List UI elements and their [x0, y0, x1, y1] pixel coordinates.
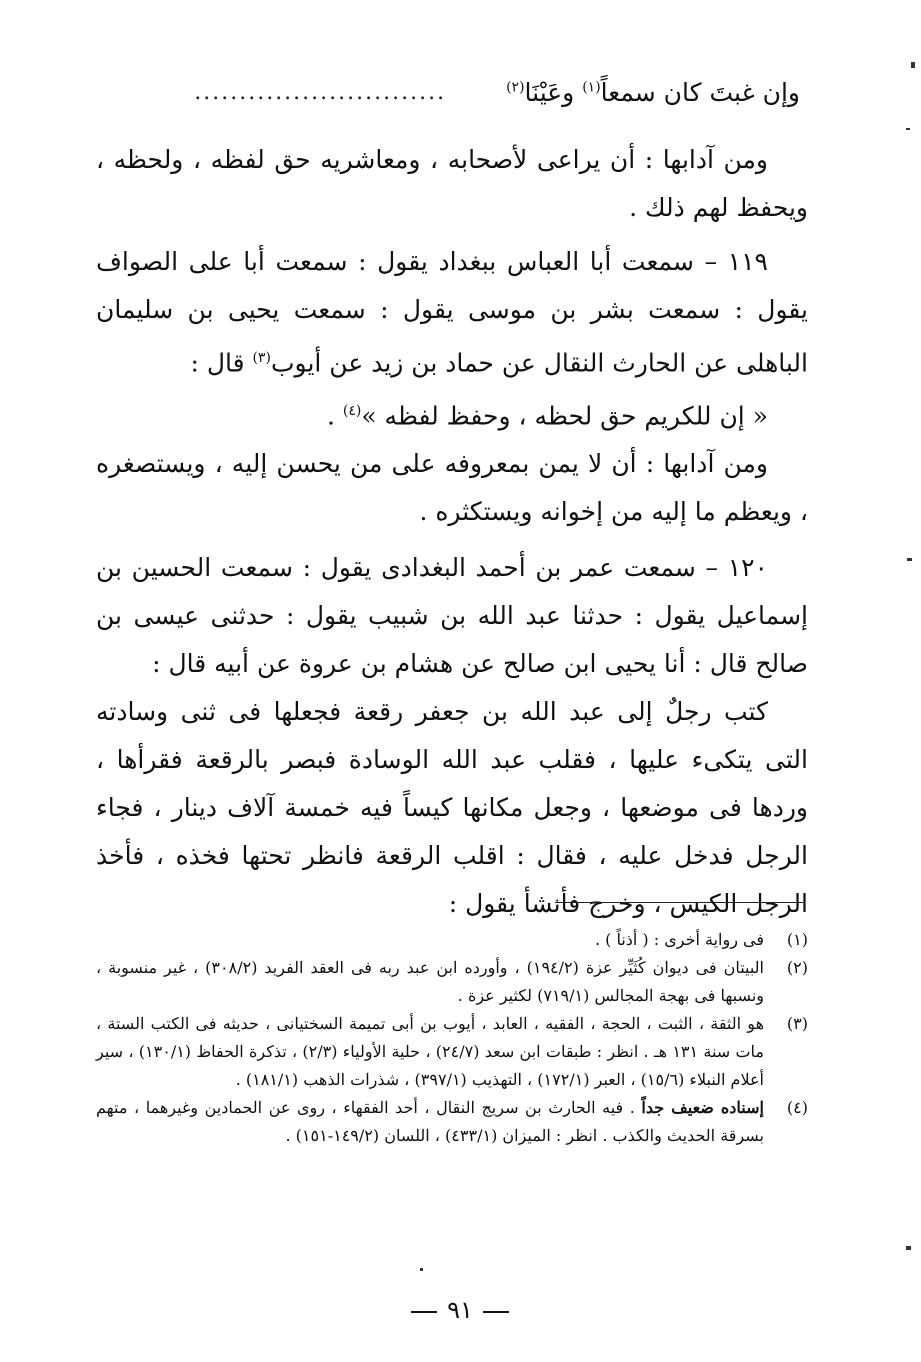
- poem-verse: [140, 72, 800, 112]
- footnote-text: البيتان فى ديوان كُثَيِّر عزة (١٩٤/٢) ، وأورده ابن عبد ربه فى العقد الفريد (٣٠٨/٢) ، غير منسوبة ، ونسبها فى بهجة المجالس (٧١٩/١) لكثير عزة .: [96, 958, 764, 1005]
- verse-footnote-ref-2: (٢): [506, 79, 525, 96]
- footnote-number: (٣): [786, 1014, 808, 1033]
- footnote-2: [96, 954, 808, 1010]
- verse-text: [506, 78, 800, 107]
- scan-speck: [906, 1246, 911, 1250]
- paragraph-text: ومن آدابها : أن لا يمن بمعروفه على من يحسن إليه ، ويستصغره ، ويعظم ما إليه من إخوانه ويستكثره .: [96, 449, 808, 526]
- footnotes: [96, 926, 808, 1150]
- scan-speck: [911, 62, 915, 68]
- quote-line: [96, 387, 808, 440]
- footnote-ref-3: (٣): [252, 350, 271, 366]
- footnote-ref-4: (٤): [342, 403, 362, 420]
- footnote-number: (٤): [786, 1098, 808, 1117]
- footnote-4: [96, 1094, 808, 1150]
- scan-speck: [907, 558, 912, 561]
- narration-119-chain: ١١٩ – سمعت أبا العباس ببغداد يقول : سمعت أبا على الصواف يقول : سمعت بشر بن موسى يقول : سمعت يحيى بن سليمان الباهلى عن الحارث النقال عن حماد بن زيد عن أيوب: [96, 247, 808, 378]
- verse-hemistich-1: وإن غبتَ كان سمعاً: [600, 77, 800, 107]
- footnote-text: [96, 1094, 764, 1150]
- footnote-separator: [555, 902, 803, 903]
- story-text: كتب رجلٌ إلى عبد الله بن جعفر رقعة فجعلها فى ثنى وسادته التى يتكىء عليها ، فقلب عبد الله الوسادة فبصر بالرقعة فقرأها ، وردها فى موضعها ، وجعل مكانها كيساً فيه خمسة آلاف دينار ، فجاء الرجل فدخل عليه ، فقال : اقلب الرقعة فانظر تحتها فخذه ، فأخذ الرجل الكيس ، وخرج فأنشأ يقول :: [96, 697, 808, 918]
- footnote-number: (١): [786, 930, 808, 949]
- footnote-3: [96, 1010, 808, 1094]
- footnote-1: [96, 926, 808, 954]
- paragraph-text: ومن آدابها : أن يراعى لأصحابه ، ومعاشريه حق لفظه ، ولحظه ، ويحفظ لهم ذلك .: [96, 145, 808, 222]
- narration-119-text: [96, 238, 808, 387]
- scan-speck: [906, 128, 910, 130]
- footnote-verdict: إسناده ضعيف جداً: [641, 1098, 764, 1117]
- page-number-value: ٩١: [447, 1296, 473, 1324]
- scan-speck: [420, 1268, 423, 1271]
- footnote-number: (٢): [786, 958, 808, 977]
- paragraph-etiquette-1: [96, 136, 808, 232]
- paragraph-story: [96, 688, 808, 928]
- verse-ellipsis: ............................: [194, 79, 447, 105]
- footnote-text: هو الثقة ، الثبت ، الحجة ، الفقيه ، العابد ، أيوب بن أبى تميمة السختيانى ، حديثه فى الكتب الستة ، مات سنة ١٣١ هـ . انظر : طبقات ابن سعد (٢٤/٧) ، حلية الأولياء (٢/٣) ، تذكرة الحفاظ (١٣٠/١) ، سير أعلام النبلاء (١٥/٦) ، العبر (١٧٢/١) ، التهذيب (٣٩٧/١) ، شذرات الذهب (١٨١/١) .: [96, 1014, 765, 1089]
- footnote-details: . فيه الحارث بن سريج النقال ، أحد الفقهاء ، روى عن الحمادين وغيرهما ، متهم بسرقة الحديث والكذب . انظر : الميزان (٤٣٣/١) ، اللسان (١٤٩/٢-١٥١) .: [96, 1098, 764, 1145]
- quote-text: « إن للكريم حق لحظه ، وحفظ لفظه »: [361, 401, 768, 431]
- verse-hemistich-2: وعَيْنَا: [524, 77, 575, 107]
- quote-end: .: [326, 401, 343, 431]
- narration-119-end: قال :: [190, 348, 253, 378]
- page-number-dash-left: [483, 1311, 509, 1313]
- footnote-text: فى رواية أخرى : ( أذناً ) .: [594, 930, 764, 949]
- paragraph-narration-120: [96, 544, 808, 688]
- verse-footnote-ref-1: (١): [582, 79, 601, 96]
- page-number: [380, 1296, 540, 1324]
- narration-120-text: ١٢٠ – سمعت عمر بن أحمد البغدادى يقول : سمعت الحسين بن إسماعيل يقول : حدثنا عبد الله بن شبيب يقول : حدثنى عيسى بن صالح قال : أنا يحيى ابن صالح عن هشام بن عروة عن أبيه قال :: [96, 553, 808, 678]
- paragraph-etiquette-2: [96, 440, 808, 536]
- page-number-dash-right: [411, 1311, 437, 1313]
- paragraph-narration-119: [96, 238, 808, 441]
